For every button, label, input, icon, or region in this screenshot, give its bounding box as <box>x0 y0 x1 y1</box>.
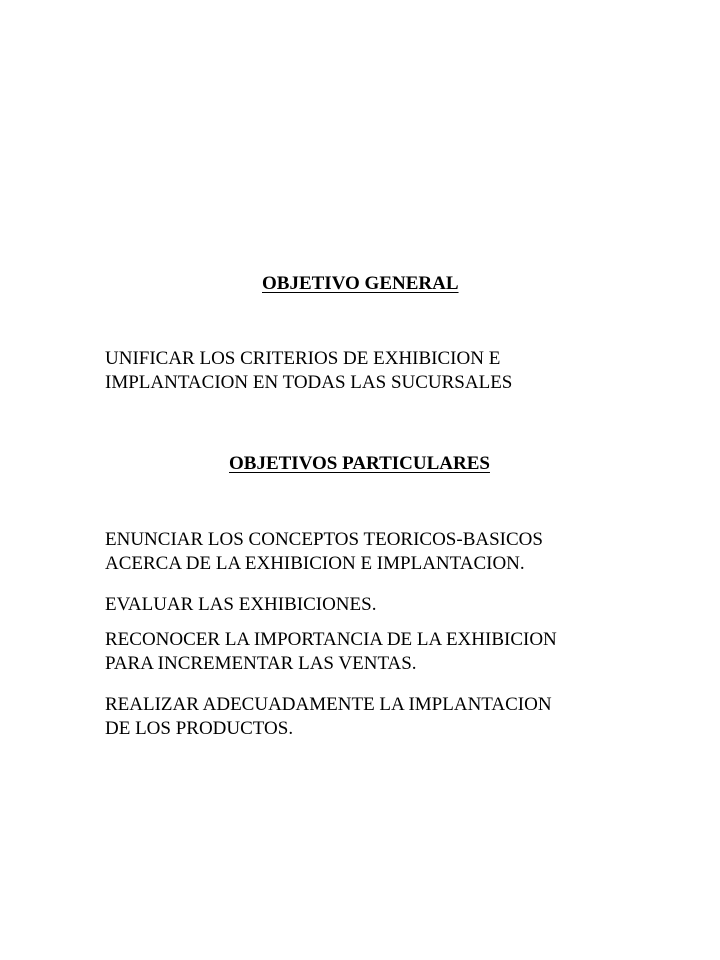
objetivo-general-heading: OBJETIVO GENERAL <box>262 273 459 294</box>
objetivo-item-2 <box>105 593 665 617</box>
text-line: ENUNCIAR LOS CONCEPTOS TEORICOS-BASICOS <box>105 529 543 550</box>
text-line: EVALUAR LAS EXHIBICIONES. <box>105 594 377 615</box>
text-line: REALIZAR ADECUADAMENTE LA IMPLANTACION <box>105 694 552 715</box>
text-line: DE LOS PRODUCTOS. <box>105 718 294 739</box>
objetivo-item-1 <box>105 528 665 576</box>
objetivo-item-3 <box>105 628 665 676</box>
objetivos-particulares-heading: OBJETIVOS PARTICULARES <box>229 453 490 474</box>
text-line: UNIFICAR LOS CRITERIOS DE EXHIBICION E <box>105 348 501 369</box>
text-line: PARA INCREMENTAR LAS VENTAS. <box>105 653 417 674</box>
objetivo-item-4 <box>105 693 665 741</box>
objetivo-general-text <box>105 347 665 395</box>
text-line: IMPLANTACION EN TODAS LAS SUCURSALES <box>105 372 513 393</box>
text-line: RECONOCER LA IMPORTANCIA DE LA EXHIBICION <box>105 629 557 650</box>
text-line: ACERCA DE LA EXHIBICION E IMPLANTACION. <box>105 553 525 574</box>
